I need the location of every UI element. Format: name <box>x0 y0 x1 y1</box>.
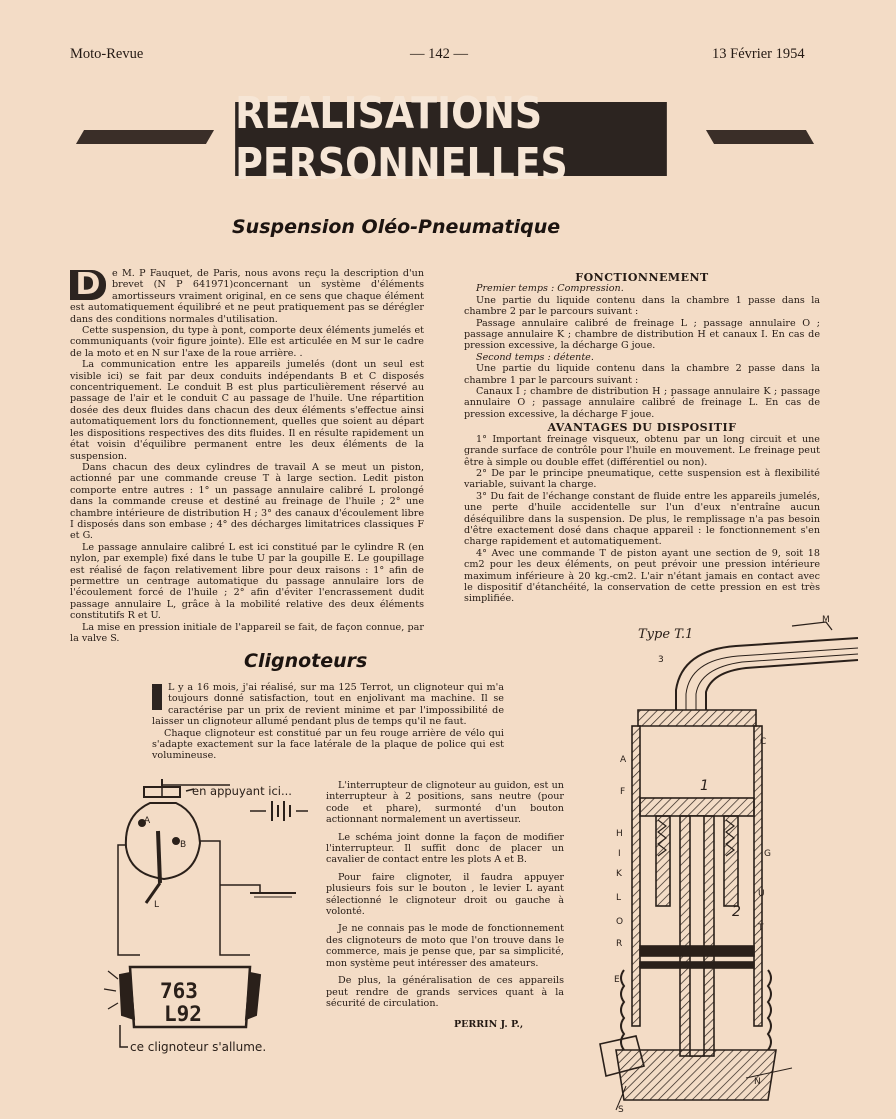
clignoteur-diagram <box>100 775 330 1065</box>
suspension-figure <box>596 610 886 1115</box>
label-g: G <box>764 849 771 859</box>
fonct-para: Premier temps : Compression. <box>476 283 624 295</box>
signature: PERRIN J. P., <box>454 1019 524 1031</box>
article2-para: Pour faire clignoter, il faudra appuyer plusieurs fois sur le bouton , le levier L ayant sélectionné le clignoteur droit ou gauche à volonté. <box>326 871 564 918</box>
label-chamber-2: 2 <box>732 904 741 920</box>
dropcap-i: I <box>152 684 162 710</box>
article2-intro: L y a 16 mois, j'ai réalisé, sur ma 125 Terrot, un clignoteur qui m'a toujours donné satisfaction, tout en enjolivant ma machine. Il se caractérise par un prix de revient minime et par l'impossibilité de laisser un clignoteur allumé pendant plus de temps qu'il ne faut. <box>152 682 504 728</box>
fonct-para: Une partie du liquide contenu dans la chambre 1 passe dans la chambre 2 par le parcours suivant : <box>464 294 820 318</box>
plot-b-label: B <box>180 840 187 850</box>
label-u: U <box>758 889 765 899</box>
article1-para: Cette suspension, du type à pont, comporte deux éléments jumelés et communiquants (voir figure jointe). Elle est articulée en M sur le cadre de la moto et en N sur l'axe de la roue arrière. . <box>70 325 424 359</box>
label-s: S <box>618 1105 624 1115</box>
magazine-name: Moto-Revue <box>70 46 144 62</box>
article1-intro: e M. P Fauquet, de Paris, nous avons reçu la description d'un brevet (N P 641971)concernant un système d'éléments amortisseurs vraiment original, en ce sens que chaque élément est automatiquement équilibré et ne peut pratiquement pas se dérégler dans des conditions normales d'utilisation. <box>70 268 424 325</box>
avant-para: 2° De par le principe pneumatique, cette suspension est à flexibilité variable, suivant la charge. <box>464 467 820 491</box>
article2-para: L'interrupteur de clignoteur au guidon, est un interrupteur à 2 positions, sans neutre (pour code et phare), surmonté d'un bouton actionnant normalement un avertisseur. <box>326 780 564 826</box>
fonct-para: Canaux I ; chambre de distribution H ; passage annulaire K ; passage annulaire O ; passage annulaire calibré de freinage L. En cas de pression excessive, la décharge F joue. <box>464 386 820 420</box>
fonctionnement-heading: FONCTIONNEMENT <box>575 271 709 284</box>
plate-line-1: 763 <box>160 979 198 1003</box>
issue-date: 13 Février 1954 <box>712 46 805 62</box>
article1-left-column <box>70 268 424 644</box>
label-a: A <box>620 755 627 765</box>
lever-label: L <box>154 900 160 910</box>
article1-para: La mise en pression initiale de l'appareil se fait, de façon connue, par la valve S. <box>70 621 424 644</box>
article1-para: Dans chacun des deux cylindres de travail A se meut un piston, actionné par une commande creuse T à large section. Ledit piston comporte entre autres : 1° un passage annulaire calibré L prolongé dans la commande creuse et destiné au freinage de l'huile ; 2° une chambre intérieure de distribution H ; 3° des canaux d'écoulement libre I disposés dans son embase ; 4° des décharges limitatrices classiques F et G. <box>70 461 424 542</box>
article2-para: Le schéma joint donne la façon de modifier l'interrupteur. Il suffit donc de placer un cavalier de contact entre les plots A et B. <box>326 831 564 866</box>
label-l: L <box>616 893 622 903</box>
section-banner <box>80 88 810 190</box>
article2-para: De plus, la généralisation de ces appareils peut rendre de grands services quant à la sécurité de circulation. <box>326 975 564 1009</box>
article1-right-column <box>464 272 820 605</box>
label-t: T <box>758 923 764 933</box>
article1-para: La communication entre les appareils jumelés (dont un seul est visible ici) se fait par deux conduits indépendants B et C disposés concentriquement. Le conduit B est plus particulièrement réservé au passage de l'air et le conduit C au passage de l'huile. Une répartition dosée des deux fluides dans chacun des deux éléments s'effectue ainsi automatiquement lors du fonctionnement, quelles que soient au départ les dispositions respectives des dits fluides. Il en résulte rapidement un état voisin d'équilibre permanent entre les deux éléments de la suspension. <box>70 359 424 462</box>
label-o: O <box>616 917 624 927</box>
plot-a-label: A <box>144 816 151 826</box>
avant-para: 4° Avec une commande T de piston ayant une section de 9, soit 18 cm2 pour les deux éléments, on peut prévoir une pression intérieure maximum inférieure à 20 kg.-cm2. L'air n'étant jamais en contact avec le dispositif d'étanchéité, la conservation de cette pression en est très simplifiée. <box>464 547 820 605</box>
article2-para: Je ne connais pas le mode de fonctionnement des clignoteurs de moto que l'on trouve dans le commerce, mais je pense que, par sa simplicité, mon système peut intéresser des amateurs. <box>326 923 564 969</box>
avant-para: 3° Du fait de l'échange constant de fluide entre les appareils jumelés, une perte d'huile accidentelle sur l'un d'eux n'entraîne aucun déséquilibre dans la suspension. De plus, le remplissage n'a pas besoin d'être exactement dosé dans chaque appareil : le fonctionnement s'en charge rapidement et automatiquement. <box>464 490 820 548</box>
label-r: R <box>616 939 623 949</box>
article2-right-column <box>326 780 564 1031</box>
label-h: H <box>616 829 623 839</box>
label-m: M <box>822 615 830 625</box>
label-3: 3 <box>658 655 664 665</box>
label-chamber-1: 1 <box>700 778 709 794</box>
avant-para: 1° Important freinage visqueux, obtenu par un long circuit et une grande surface de contrôle pour l'huile en mouvement. Le freinage peut être à simple ou double effet (différentiel ou non). <box>464 433 820 468</box>
dropcap-d: D <box>70 270 106 300</box>
article1-title: Suspension Oléo-Pneumatique <box>232 216 561 238</box>
avantages-heading: AVANTAGES DU DISPOSITIF <box>547 421 737 435</box>
article2-para: Chaque clignoteur est constitué par un feu rouge arrière de vélo qui s'adapte exactement sur la face latérale de la plaque de police qui est volumineuse. <box>152 727 504 762</box>
label-e: E <box>614 975 620 985</box>
banner-title: REALISATIONS PERSONNELLES <box>235 102 667 176</box>
label-i: I <box>618 849 621 859</box>
figure-caption: Type T.1 <box>638 627 694 642</box>
label-n: N <box>754 1077 761 1087</box>
article1-para: Le passage annulaire calibré L est ici constitué par le cylindre R (en nylon, par exemple) fixé dans le tube U par la goupille E. Le goupillage est réalisé de façon relativement libre pour deux raisons : 1° afin de permettre un centrage automatique du passage annulaire lors de l'écoulement forcé de l'huile ; 2° afin d'éviter l'encrassement dudit passage annulaire L, grâce à la mobilité relative des deux éléments constitutifs R et U. <box>70 541 424 622</box>
label-c: C <box>760 737 767 747</box>
article2-intro-block <box>152 682 504 762</box>
article2-title: Clignoteurs <box>244 650 368 672</box>
banner-left-bar <box>76 130 214 144</box>
label-k: K <box>616 869 622 879</box>
fonct-para: Second temps : détente. <box>476 351 594 363</box>
press-here-label: en appuyant ici... <box>192 784 292 798</box>
banner-right-bar <box>706 130 814 144</box>
blinker-on-label: ce clignoteur s'allume. <box>130 1040 267 1054</box>
label-f: F <box>620 787 626 797</box>
page-number: — 142 — <box>410 46 468 62</box>
fonct-para: Passage annulaire calibré de freinage L ; passage annulaire O ; passage annulaire K ; chambre de distribution H et canaux I. En cas de pression excessive, la décharge G joue. <box>464 317 820 352</box>
fonct-para: Une partie du liquide contenu dans la chambre 2 passe dans la chambre 1 par le parcours suivant : <box>464 363 820 386</box>
plate-line-2: L92 <box>164 1002 202 1026</box>
